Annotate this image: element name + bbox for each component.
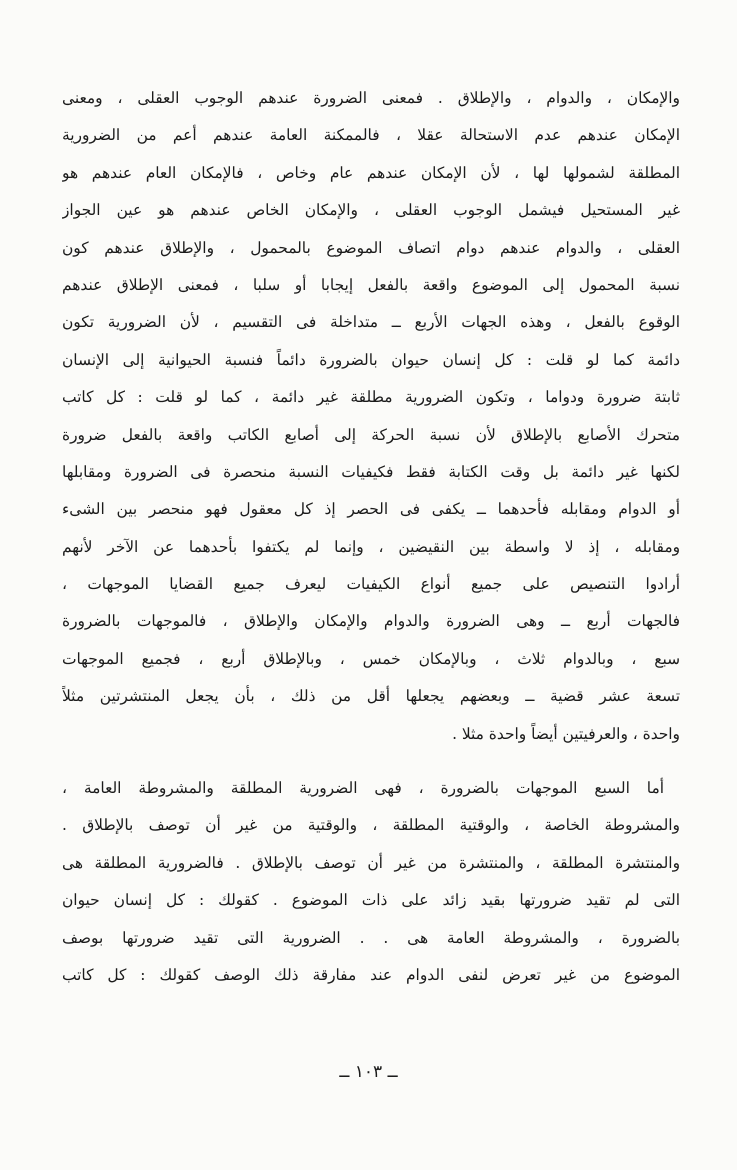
paragraph-2 <box>62 770 680 994</box>
text-line: متحرك الأصابع بالإطلاق لأن نسبة الحركة إلى أصابع الكاتب واقعة بالفعل ضرورة <box>62 425 680 444</box>
text-line: والمشروطة الخاصة ، والوقتية المطلقة ، والوقتية من غير أن توصف بالإطلاق . <box>62 816 680 835</box>
text-line: أما السبع الموجهات بالضرورة ، فهى الضرورية المطلقة والمشروطة العامة ، <box>62 779 664 797</box>
text-line: فالجهات أربع ــ وهى الضرورة والدوام والإمكان والإطلاق ، فالموجهات بالضرورة <box>62 612 680 631</box>
text-line: والمنتشرة المطلقة ، والمنتشرة من غير أن توصف بالإطلاق . فالضرورية المطلقة هى <box>62 853 680 872</box>
text-line: الوقوع بالفعل ، وهذه الجهات الأربع ــ متداخلة فى التقسيم ، لأن الضرورية تكون <box>62 313 680 332</box>
text-line: العقلى ، والدوام عندهم دوام اتصاف الموضوع بالمحمول ، والإطلاق عندهم كون <box>62 238 680 257</box>
paragraph-1 <box>62 80 680 753</box>
text-line: بالضرورة ، والمشروطة العامة هى . . الضرورية التى تقيد ضرورتها بوصف <box>62 928 680 947</box>
text-line: تسعة عشر قضية ــ وبعضهم يجعلها أقل من ذلك ، بأن يجعل المنتشرتين مثلاً <box>62 687 680 706</box>
text-line: لكنها غير دائمة بل وقت الكتابة فقط فكيفيات النسبة منحصرة فى الضرورة ومقابلها <box>62 462 680 481</box>
text-line: الإمكان عندهم عدم الاستحالة عقلا ، فالممكنة العامة عندهم أعم من الضرورية <box>62 126 680 145</box>
text-line: دائمة كما لو قلت : كل إنسان حيوان بالضرورة دائماً فنسبة الحيوانية إلى الإنسان <box>62 350 680 369</box>
text-line: المطلقة لشمولها لها ، لأن الإمكان عندهم عام وخاص ، فالإمكان العام عندهم هو <box>62 163 680 182</box>
text-line: ومقابله ، إذ لا واسطة بين النقيضين ، وإنما لم يكتفوا بأحدهما عن الآخر لأنهم <box>62 537 680 556</box>
page-number: ــ ١٠٣ ــ <box>339 1062 398 1082</box>
text-line: سبع ، وبالدوام ثلاث ، وبالإمكان خمس ، وبالإطلاق أربع ، فجميع الموجهات <box>62 649 680 668</box>
text-line: التى لم تقيد ضرورتها بقيد زائد على ذات الموضوع . كقولك : كل إنسان حيوان <box>62 891 680 910</box>
text-line: غير المستحيل فيشمل الوجوب العقلى ، والإمكان الخاص عندهم هو عين الجواز <box>62 201 680 220</box>
text-line: الموضوع من غير تعرض لنفى الدوام عند مفارقة ذلك الوصف كقولك : كل كاتب <box>62 965 680 984</box>
text-line: نسبة المحمول إلى الموضوع واقعة بالفعل إيجابا أو سلبا ، فمعنى الإطلاق عندهم <box>62 275 680 294</box>
text-line: أرادوا التنصيص على جميع أنواع الكيفيات ليعرف جميع القضايا الموجهات ، <box>62 575 680 594</box>
text-line: ثابتة ضرورة ودواما ، وتكون الضرورية مطلقة غير دائمة ، كما لو قلت : كل كاتب <box>62 388 680 407</box>
text-line: واحدة ، والعرفيتين أيضاً واحدة مثلا . <box>452 724 680 743</box>
text-line: والإمكان ، والدوام ، والإطلاق . فمعنى الضرورة عندهم الوجوب العقلى ، ومعنى <box>62 89 680 107</box>
text-line: أو الدوام ومقابله فأحدهما ــ يكفى فى الحصر إذ كل معقول فهو منحصر بين الشىء <box>62 500 680 519</box>
